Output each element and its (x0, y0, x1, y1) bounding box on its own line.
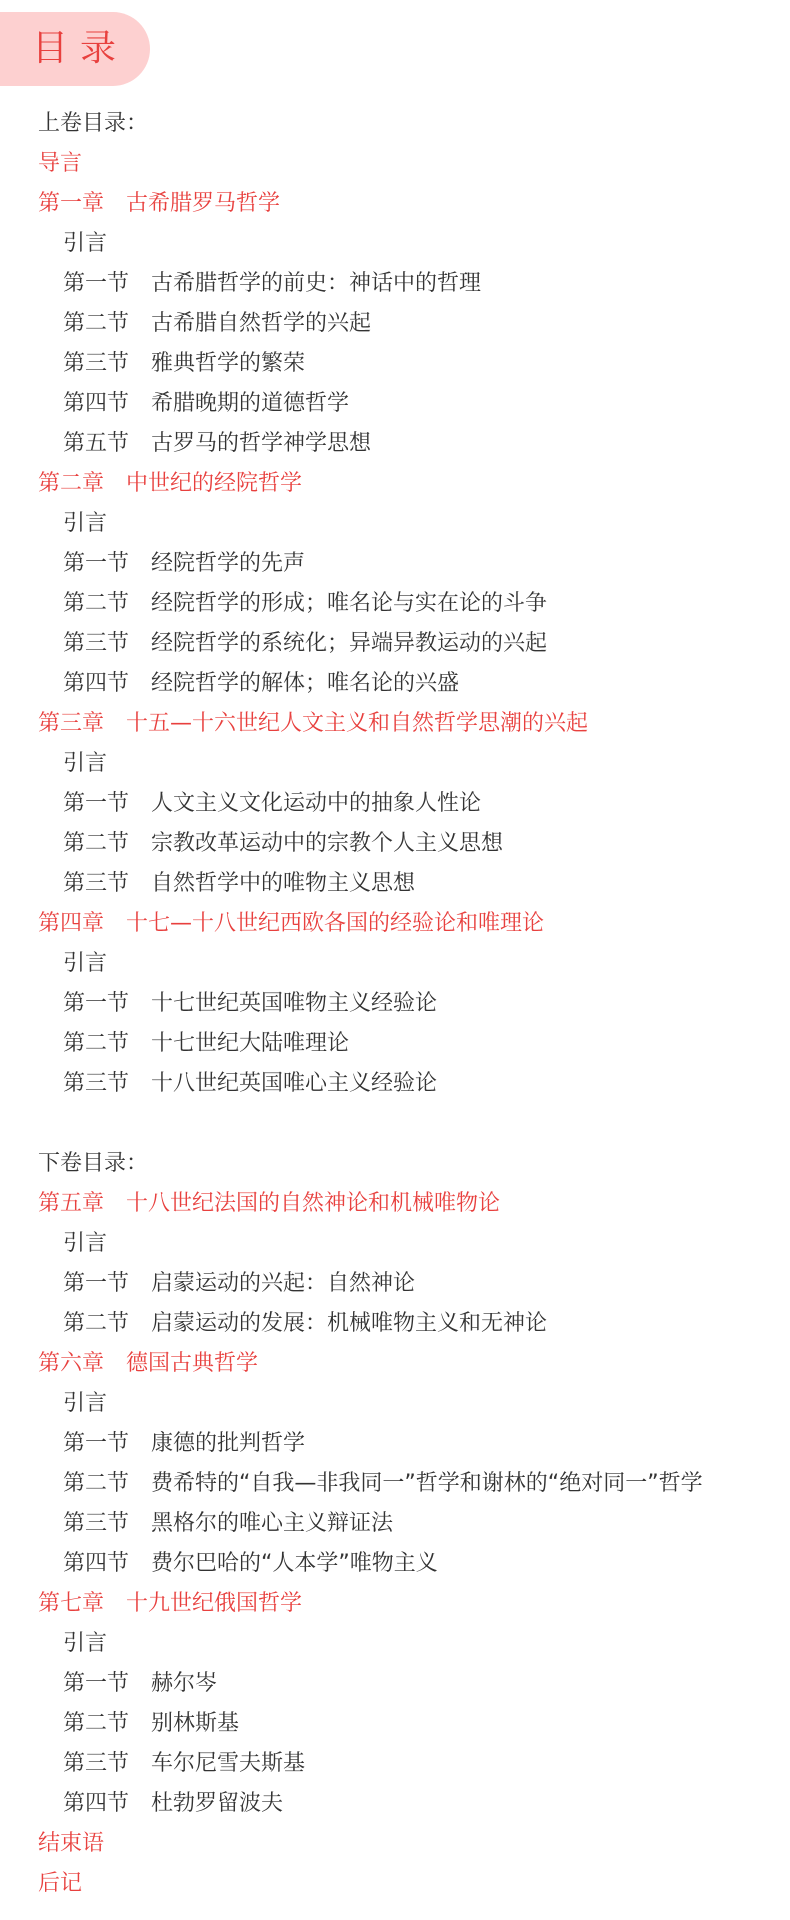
section-title: 古罗马的哲学神学思想 (151, 431, 372, 456)
section-title: 引言 (63, 1631, 108, 1656)
section-title: 别林斯基 (151, 1711, 240, 1736)
toc-section-link[interactable] (38, 544, 778, 584)
section-title: 引言 (63, 751, 108, 776)
chapter-title: 十九世纪俄国哲学 (126, 1591, 303, 1616)
toc-section-link[interactable] (38, 384, 778, 424)
toc-chapter-link[interactable] (38, 904, 778, 944)
toc-section-link[interactable] (38, 1224, 778, 1264)
section-number: 第一节 (63, 1431, 130, 1456)
chapter-number: 第一章 (38, 191, 105, 216)
section-title: 经院哲学的先声 (151, 551, 306, 576)
toc-section-link[interactable] (38, 1664, 778, 1704)
section-number: 第一节 (63, 551, 130, 576)
toc-section-link[interactable] (38, 1264, 778, 1304)
volume-spacer (38, 1104, 778, 1144)
chapter-number: 第二章 (38, 471, 105, 496)
chapter-title: 十八世纪法国的自然神论和机械唯物论 (126, 1191, 501, 1216)
chapter-title: 十七—十八世纪西欧各国的经验论和唯理论 (126, 911, 545, 936)
section-title: 引言 (63, 1231, 108, 1256)
section-title: 引言 (63, 951, 108, 976)
section-number: 第二节 (63, 831, 130, 856)
toc-section-link[interactable] (38, 504, 778, 544)
section-number: 第四节 (63, 391, 130, 416)
toc-section-link[interactable] (38, 1624, 778, 1664)
toc-section-link[interactable] (38, 424, 778, 464)
toc-section-link[interactable] (38, 1064, 778, 1104)
toc-section-link[interactable] (38, 744, 778, 784)
toc-chapter-link[interactable] (38, 1184, 778, 1224)
chapter-title: 导言 (38, 151, 83, 176)
section-number: 第一节 (63, 791, 130, 816)
page-title: 目录 (32, 28, 129, 69)
section-number: 第一节 (63, 271, 130, 296)
section-title: 康德的批判哲学 (151, 1431, 306, 1456)
section-number: 第四节 (63, 671, 130, 696)
section-number: 第二节 (63, 1711, 130, 1736)
section-number: 第一节 (63, 1671, 130, 1696)
section-title: 赫尔岑 (151, 1671, 218, 1696)
section-title: 宗教改革运动中的宗教个人主义思想 (151, 831, 504, 856)
chapter-title: 结束语 (38, 1831, 105, 1856)
section-title: 古希腊哲学的前史：神话中的哲理 (151, 271, 482, 296)
toc-chapter-link[interactable] (38, 144, 778, 184)
section-title: 十八世纪英国唯心主义经验论 (151, 1071, 438, 1096)
toc-section-link[interactable] (38, 584, 778, 624)
section-title: 黑格尔的唯心主义辩证法 (151, 1511, 394, 1536)
volume-title: 上卷目录： (38, 111, 149, 136)
toc-section-link[interactable] (38, 344, 778, 384)
section-title: 引言 (63, 511, 108, 536)
chapter-number: 第三章 (38, 711, 105, 736)
chapter-title: 后记 (38, 1871, 83, 1896)
section-title: 经院哲学的系统化；异端异教运动的兴起 (151, 631, 548, 656)
toc-header-badge (0, 12, 150, 86)
section-number: 第二节 (63, 1031, 130, 1056)
section-title: 自然哲学中的唯物主义思想 (151, 871, 416, 896)
toc-section-link[interactable] (38, 1464, 778, 1504)
toc-section-link[interactable] (38, 984, 778, 1024)
chapter-number: 第六章 (38, 1351, 105, 1376)
section-title: 十七世纪大陆唯理论 (151, 1031, 350, 1056)
toc-chapter-link[interactable] (38, 464, 778, 504)
section-title: 经院哲学的形成；唯名论与实在论的斗争 (151, 591, 548, 616)
toc-chapter-link[interactable] (38, 704, 778, 744)
toc-chapter-link[interactable] (38, 1824, 778, 1864)
volume-heading (38, 104, 778, 144)
toc-section-link[interactable] (38, 1384, 778, 1424)
section-title: 引言 (63, 231, 108, 256)
section-title: 引言 (63, 1391, 108, 1416)
section-title: 费尔巴哈的“人本学”唯物主义 (151, 1551, 438, 1576)
toc-section-link[interactable] (38, 224, 778, 264)
toc-chapter-link[interactable] (38, 1584, 778, 1624)
toc-section-link[interactable] (38, 1504, 778, 1544)
toc-section-link[interactable] (38, 864, 778, 904)
chapter-title: 十五—十六世纪人文主义和自然哲学思潮的兴起 (126, 711, 589, 736)
toc-section-link[interactable] (38, 304, 778, 344)
toc-section-link[interactable] (38, 784, 778, 824)
section-title: 古希腊自然哲学的兴起 (151, 311, 372, 336)
section-number: 第一节 (63, 1271, 130, 1296)
toc-section-link[interactable] (38, 1744, 778, 1784)
section-title: 希腊晚期的道德哲学 (151, 391, 350, 416)
section-number: 第二节 (63, 1471, 130, 1496)
section-title: 车尔尼雪夫斯基 (151, 1751, 306, 1776)
section-number: 第二节 (63, 591, 130, 616)
toc-chapter-link[interactable] (38, 184, 778, 224)
toc-section-link[interactable] (38, 1304, 778, 1344)
chapter-number: 第七章 (38, 1591, 105, 1616)
toc-section-link[interactable] (38, 824, 778, 864)
section-number: 第三节 (63, 871, 130, 896)
toc-section-link[interactable] (38, 1024, 778, 1064)
section-number: 第二节 (63, 311, 130, 336)
chapter-title: 中世纪的经院哲学 (126, 471, 303, 496)
section-title: 经院哲学的解体；唯名论的兴盛 (151, 671, 460, 696)
section-number: 第三节 (63, 1511, 130, 1536)
table-of-contents (38, 104, 778, 1904)
volume-title: 下卷目录： (38, 1151, 149, 1176)
volume-heading (38, 1144, 778, 1184)
toc-section-link[interactable] (38, 264, 778, 304)
section-number: 第三节 (63, 1071, 130, 1096)
section-number: 第三节 (63, 351, 130, 376)
chapter-title: 古希腊罗马哲学 (126, 191, 281, 216)
chapter-number: 第四章 (38, 911, 105, 936)
toc-section-link[interactable] (38, 944, 778, 984)
section-number: 第二节 (63, 1311, 130, 1336)
toc-chapter-link[interactable] (38, 1344, 778, 1384)
section-number: 第一节 (63, 991, 130, 1016)
section-number: 第四节 (63, 1791, 130, 1816)
toc-section-link[interactable] (38, 664, 778, 704)
section-number: 第三节 (63, 631, 130, 656)
section-title: 启蒙运动的兴起：自然神论 (151, 1271, 416, 1296)
chapter-title: 德国古典哲学 (126, 1351, 259, 1376)
toc-chapter-link[interactable] (38, 1864, 778, 1904)
section-title: 雅典哲学的繁荣 (151, 351, 306, 376)
section-number: 第五节 (63, 431, 130, 456)
toc-section-link[interactable] (38, 1544, 778, 1584)
toc-section-link[interactable] (38, 624, 778, 664)
toc-section-link[interactable] (38, 1784, 778, 1824)
chapter-number: 第五章 (38, 1191, 105, 1216)
section-title: 人文主义文化运动中的抽象人性论 (151, 791, 482, 816)
section-title: 杜勃罗留波夫 (151, 1791, 284, 1816)
section-number: 第四节 (63, 1551, 130, 1576)
section-title: 启蒙运动的发展：机械唯物主义和无神论 (151, 1311, 548, 1336)
section-number: 第三节 (63, 1751, 130, 1776)
toc-section-link[interactable] (38, 1704, 778, 1744)
section-title: 费希特的“自我—非我同一”哲学和谢林的“绝对同一”哲学 (151, 1471, 703, 1496)
section-title: 十七世纪英国唯物主义经验论 (151, 991, 438, 1016)
toc-section-link[interactable] (38, 1424, 778, 1464)
